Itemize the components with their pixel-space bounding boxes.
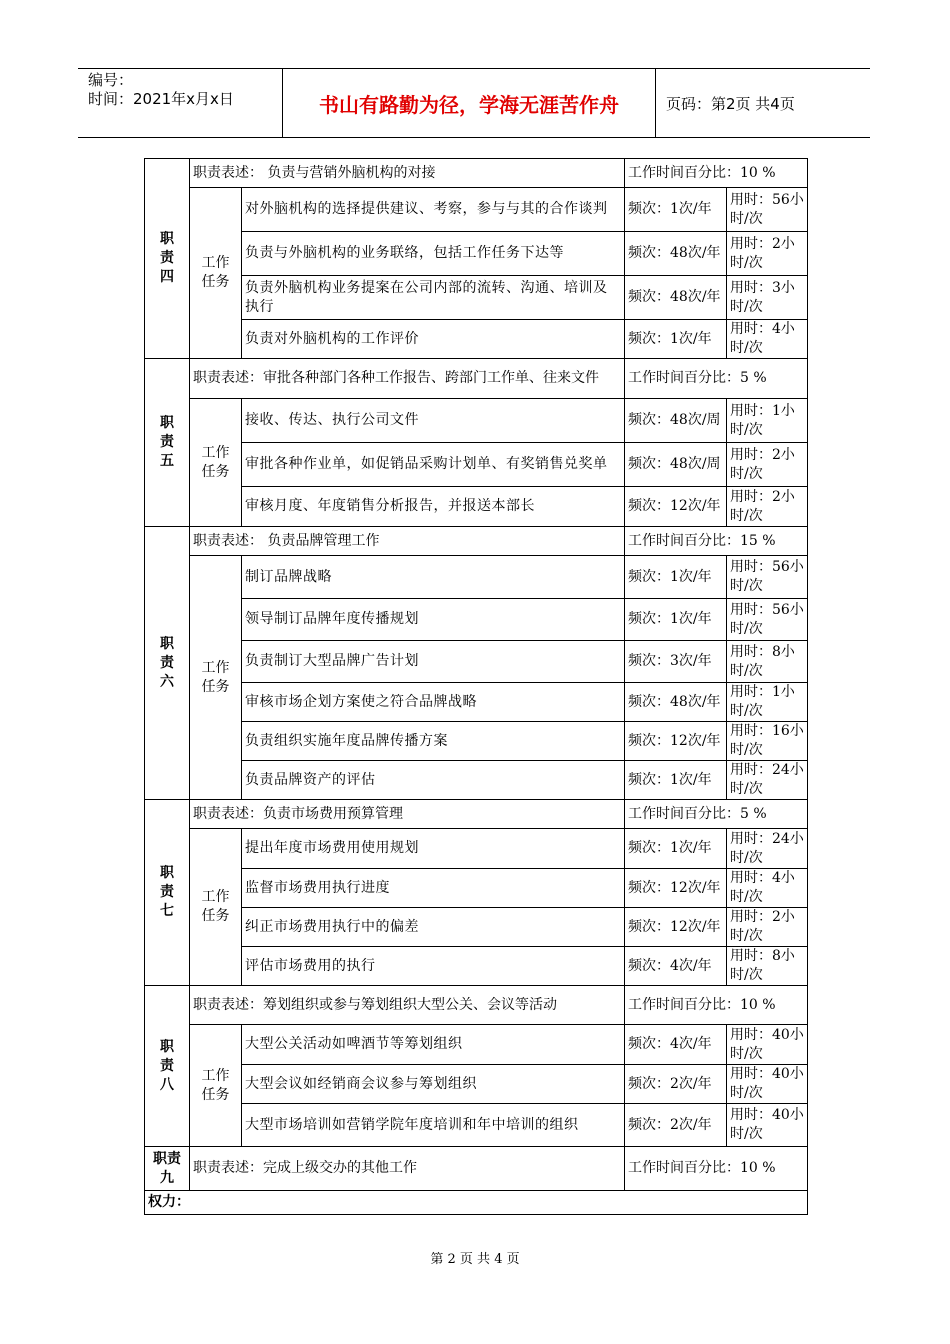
work-time-percent: 工作时间百分比：15 %	[625, 527, 808, 556]
work-task-label	[190, 829, 242, 986]
work-task-label-text: 工作任务	[201, 255, 230, 290]
task-text: 审核月度、年度销售分析报告，并报送本部长	[242, 487, 625, 527]
header-meta	[88, 71, 278, 109]
duty-label-text: 职责八	[160, 1038, 174, 1093]
duty-label-text: 职责四	[160, 231, 174, 285]
task-row	[145, 443, 808, 487]
work-task-label	[190, 556, 242, 800]
task-frequency: 频次：48次/年	[625, 683, 727, 722]
duty-header-row	[145, 159, 808, 188]
work-time-percent: 工作时间百分比：10 %	[625, 986, 808, 1025]
task-text: 负责与外脑机构的业务联络，包括工作任务下达等	[242, 232, 625, 276]
duty-description: 职责表述：完成上级交办的其他工作	[190, 1147, 625, 1191]
task-duration: 用时：56小时/次	[727, 556, 808, 599]
task-duration: 用时：24小时/次	[727, 829, 808, 869]
task-duration: 用时：40小时/次	[727, 1104, 808, 1147]
duty-description: 职责表述： 负责与营销外脑机构的对接	[190, 159, 625, 188]
task-row	[145, 188, 808, 232]
task-text: 负责品牌资产的评估	[242, 761, 625, 800]
work-time-percent: 工作时间百分比：10 %	[625, 159, 808, 188]
duty-description: 职责表述： 负责品牌管理工作	[190, 527, 625, 556]
task-row	[145, 761, 808, 800]
task-row	[145, 399, 808, 443]
task-row	[145, 1025, 808, 1065]
work-task-label-text: 工作任务	[201, 1067, 230, 1103]
duty-label	[145, 159, 190, 359]
task-row	[145, 869, 808, 908]
task-row	[145, 487, 808, 527]
task-duration: 用时：2小时/次	[727, 487, 808, 527]
duty-label	[145, 986, 190, 1147]
task-row	[145, 232, 808, 276]
duty-header-row	[145, 527, 808, 556]
task-duration: 用时：16小时/次	[727, 722, 808, 761]
task-text: 大型公关活动如啤酒节等筹划组织	[242, 1025, 625, 1065]
task-frequency: 频次：3次/年	[625, 641, 727, 683]
task-row	[145, 276, 808, 320]
work-time-percent: 工作时间百分比：5 %	[625, 359, 808, 399]
task-row	[145, 1104, 808, 1147]
duty-header-row	[145, 359, 808, 399]
duty-header-row	[145, 986, 808, 1025]
task-row	[145, 320, 808, 359]
task-text: 制订品牌战略	[242, 556, 625, 599]
duty-label	[145, 800, 190, 986]
task-text: 领导制订品牌年度传播规划	[242, 599, 625, 641]
task-duration: 用时：4小时/次	[727, 320, 808, 359]
task-text: 大型会议如经销商会议参与筹划组织	[242, 1065, 625, 1104]
task-text: 接收、传达、执行公司文件	[242, 399, 625, 443]
task-frequency: 频次：48次/年	[625, 276, 727, 320]
task-frequency: 频次：12次/年	[625, 487, 727, 527]
task-row	[145, 1065, 808, 1104]
task-frequency: 频次：48次/年	[625, 232, 727, 276]
task-frequency: 频次：48次/周	[625, 443, 727, 487]
header-number: 编号：	[88, 71, 134, 89]
task-text: 负责组织实施年度品牌传播方案	[242, 722, 625, 761]
duty-label-text: 职责七	[160, 865, 174, 919]
task-row	[145, 829, 808, 869]
task-frequency: 频次：48次/周	[625, 399, 727, 443]
task-row	[145, 599, 808, 641]
work-time-percent: 工作时间百分比：10 %	[625, 1147, 808, 1191]
task-text: 大型市场培训如营销学院年度培训和年中培训的组织	[242, 1104, 625, 1147]
duty-nine-row	[145, 1147, 808, 1191]
task-duration: 用时：4小时/次	[727, 869, 808, 908]
task-frequency: 频次：12次/年	[625, 722, 727, 761]
task-frequency: 频次：2次/年	[625, 1065, 727, 1104]
task-duration: 用时：56小时/次	[727, 188, 808, 232]
work-task-label	[190, 188, 242, 359]
power-row	[145, 1191, 808, 1215]
task-text: 评估市场费用的执行	[242, 947, 625, 986]
task-text: 监督市场费用执行进度	[242, 869, 625, 908]
task-row	[145, 722, 808, 761]
task-duration: 用时：24小时/次	[727, 761, 808, 800]
task-frequency: 频次：2次/年	[625, 1104, 727, 1147]
task-row	[145, 908, 808, 947]
header-page-number: 页码：第2页 共4页	[666, 94, 795, 113]
task-text: 纠正市场费用执行中的偏差	[242, 908, 625, 947]
power-label: 权力：	[145, 1191, 808, 1215]
task-duration: 用时：8小时/次	[727, 947, 808, 986]
work-task-label-text: 工作任务	[201, 444, 230, 480]
task-duration: 用时：8小时/次	[727, 641, 808, 683]
duty-label-text: 职责五	[160, 415, 174, 469]
task-duration: 用时：1小时/次	[727, 399, 808, 443]
duty-description: 职责表述：审批各种部门各种工作报告、跨部门工作单、往来文件	[190, 359, 625, 399]
task-text: 审核市场企划方案使之符合品牌战略	[242, 683, 625, 722]
duty-label	[145, 527, 190, 800]
task-duration: 用时：1小时/次	[727, 683, 808, 722]
duty-description: 职责表述：负责市场费用预算管理	[190, 800, 625, 829]
work-time-percent: 工作时间百分比：5 %	[625, 800, 808, 829]
duty-label-text: 职责六	[160, 635, 174, 690]
work-task-label	[190, 1025, 242, 1147]
work-task-label-text: 工作任务	[201, 889, 230, 924]
duty-header-row	[145, 800, 808, 829]
duty-label	[145, 359, 190, 527]
task-frequency: 频次：4次/年	[625, 947, 727, 986]
page-footer: 第 2 页 共 4 页	[430, 1252, 520, 1267]
task-duration: 用时：40小时/次	[727, 1025, 808, 1065]
duty-description: 职责表述：筹划组织或参与筹划组织大型公关、会议等活动	[190, 986, 625, 1025]
task-text: 对外脑机构的选择提供建议、考察，参与与其的合作谈判	[242, 188, 625, 232]
task-duration: 用时：40小时/次	[727, 1065, 808, 1104]
task-frequency: 频次：1次/年	[625, 599, 727, 641]
duty-table	[144, 158, 808, 1215]
task-frequency: 频次：1次/年	[625, 188, 727, 232]
task-row	[145, 683, 808, 722]
task-row	[145, 947, 808, 986]
task-frequency: 频次：1次/年	[625, 829, 727, 869]
work-task-label-text: 工作任务	[201, 659, 230, 695]
task-duration: 用时：2小时/次	[727, 232, 808, 276]
task-text: 提出年度市场费用使用规划	[242, 829, 625, 869]
task-frequency: 频次：1次/年	[625, 761, 727, 800]
task-text: 审批各种作业单，如促销品采购计划单、有奖销售兑奖单	[242, 443, 625, 487]
task-row	[145, 556, 808, 599]
task-row	[145, 641, 808, 683]
task-duration: 用时：56小时/次	[727, 599, 808, 641]
task-frequency: 频次：12次/年	[625, 869, 727, 908]
duty-label: 职责九	[145, 1147, 190, 1191]
task-frequency: 频次：1次/年	[625, 320, 727, 359]
task-duration: 用时：2小时/次	[727, 908, 808, 947]
task-text: 负责制订大型品牌广告计划	[242, 641, 625, 683]
work-task-label	[190, 399, 242, 527]
task-frequency: 频次：12次/年	[625, 908, 727, 947]
task-frequency: 频次：1次/年	[625, 556, 727, 599]
header-motto: 书山有路勤为径，学海无涯苦作舟	[319, 92, 619, 117]
task-text: 负责外脑机构业务提案在公司内部的流转、沟通、培训及执行	[242, 276, 625, 320]
task-frequency: 频次：4次/年	[625, 1025, 727, 1065]
header-time: 时间：2021年x月x日	[88, 90, 234, 108]
task-duration: 用时：2小时/次	[727, 443, 808, 487]
task-text: 负责对外脑机构的工作评价	[242, 320, 625, 359]
task-duration: 用时：3小时/次	[727, 276, 808, 320]
page-header	[78, 68, 870, 138]
